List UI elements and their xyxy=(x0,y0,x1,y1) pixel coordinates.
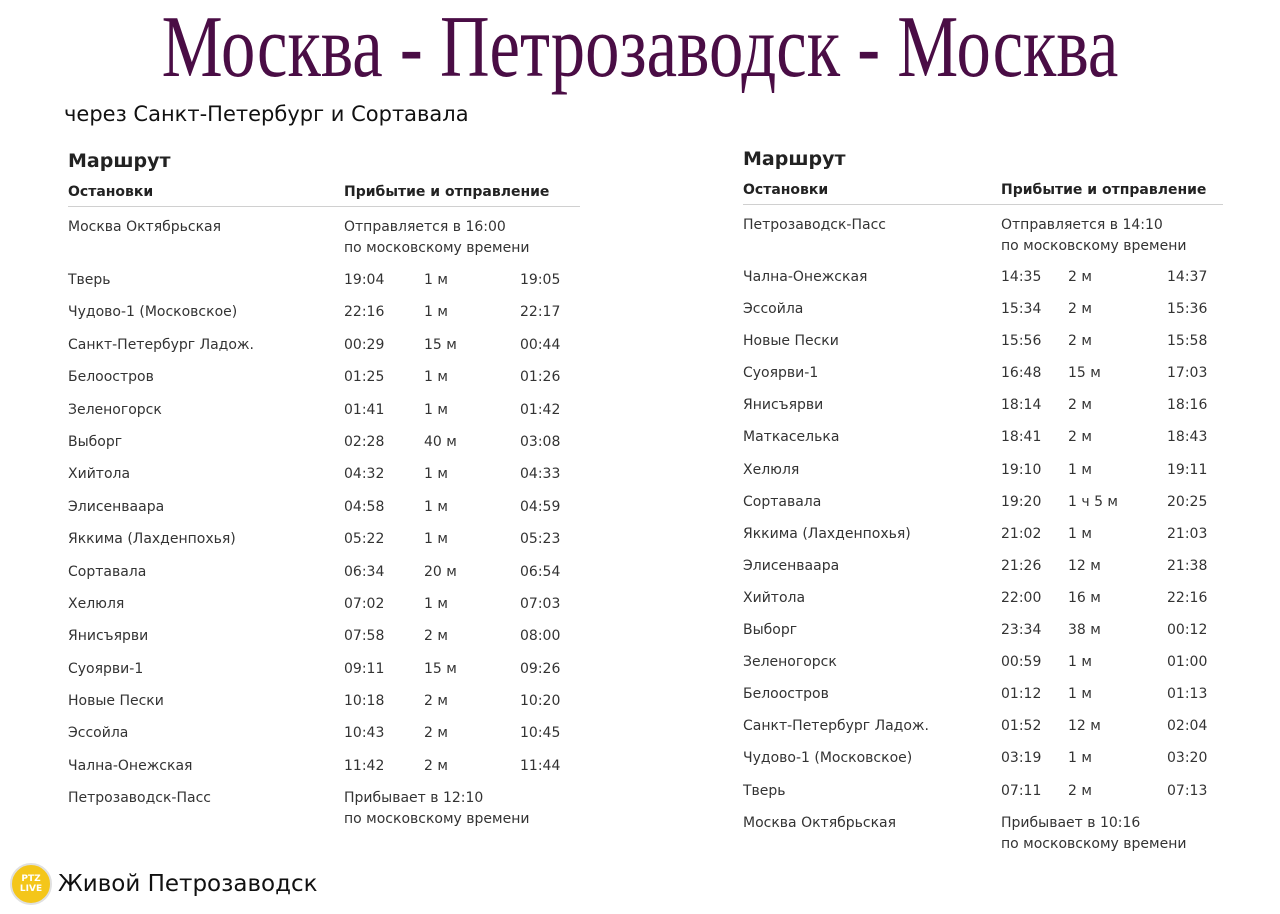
arrival-time: 22:00 xyxy=(1001,589,1042,606)
stops-list xyxy=(743,211,1223,861)
stop-name: Санкт-Петербург Ладож. xyxy=(743,718,929,735)
arrival-time: 19:20 xyxy=(1001,493,1042,510)
table-row xyxy=(743,712,1223,744)
table-row xyxy=(68,396,580,428)
table-row xyxy=(68,331,580,363)
time-note-line-2: по московскому времени xyxy=(1001,238,1187,254)
route-heading: Маршрут xyxy=(743,148,846,170)
stop-duration: 1 м xyxy=(424,401,448,418)
departure-time: 02:04 xyxy=(1167,718,1208,735)
stop-name: Тверь xyxy=(68,272,111,288)
stop-duration: 2 м xyxy=(1068,782,1092,799)
stop-name: Петрозаводск-Пасс xyxy=(743,217,886,233)
table-row xyxy=(68,655,580,687)
arrival-time: 18:41 xyxy=(1001,429,1042,446)
table-row xyxy=(743,616,1223,648)
time-note xyxy=(344,217,529,259)
arrival-time: 14:35 xyxy=(1001,269,1042,285)
col-times-header: Прибытие и отправление xyxy=(1001,182,1207,198)
stop-name: Выборг xyxy=(68,433,123,450)
arrival-time: 09:11 xyxy=(344,660,385,677)
stop-duration: 1 м xyxy=(1068,525,1092,542)
arrival-time: 19:10 xyxy=(1001,461,1042,478)
departure-time: 22:17 xyxy=(520,304,561,321)
departure-time: 18:43 xyxy=(1167,429,1208,446)
table-row xyxy=(68,687,580,719)
time-note-line-1: Прибывает в 12:10 xyxy=(344,790,484,807)
arrival-time: 02:28 xyxy=(344,433,385,450)
stop-name: Чална-Онежская xyxy=(68,757,193,774)
stop-name: Янисъярви xyxy=(68,628,149,645)
logo-line-2: LIVE xyxy=(19,884,43,894)
time-note-line-2: по московскому времени xyxy=(344,240,530,256)
arrival-time: 10:18 xyxy=(344,693,385,710)
stop-name: Белоостров xyxy=(68,369,154,386)
stop-name: Хийтола xyxy=(68,466,131,483)
stop-name: Суоярви-1 xyxy=(68,660,144,677)
footer-brand xyxy=(10,862,318,906)
stop-name: Петрозаводск-Пасс xyxy=(68,790,211,807)
arrival-time: 04:32 xyxy=(344,466,385,483)
arrival-time: 07:02 xyxy=(344,595,385,612)
departure-time: 08:00 xyxy=(520,628,561,645)
stop-duration: 2 м xyxy=(424,693,448,710)
departure-time: 10:20 xyxy=(520,693,561,710)
stop-name: Новые Пески xyxy=(68,693,164,710)
table-row xyxy=(743,552,1223,584)
arrival-time: 15:56 xyxy=(1001,333,1042,350)
arrival-row xyxy=(743,809,1223,861)
stop-name: Хийтола xyxy=(743,589,806,606)
table-row xyxy=(743,456,1223,488)
stop-duration: 1 м xyxy=(1068,654,1092,671)
stop-name: Суоярви-1 xyxy=(743,365,819,382)
departure-time: 18:16 xyxy=(1167,397,1208,414)
departure-time: 20:25 xyxy=(1167,493,1208,510)
stop-duration: 2 м xyxy=(424,757,448,774)
arrival-time: 22:16 xyxy=(344,304,385,321)
table-header xyxy=(68,184,580,207)
departure-row xyxy=(743,211,1223,263)
stop-name: Хелюля xyxy=(743,461,800,478)
stop-duration: 1 м xyxy=(424,369,448,386)
time-note-line-1: Отправляется в 14:10 xyxy=(1001,217,1163,233)
stop-duration: 15 м xyxy=(424,336,457,353)
stop-duration: 1 м xyxy=(424,466,448,483)
stop-duration: 1 м xyxy=(424,498,448,515)
stop-name: Москва Октябрьская xyxy=(68,219,222,235)
arrival-time: 01:25 xyxy=(344,369,385,386)
table-row xyxy=(743,584,1223,616)
table-row xyxy=(743,263,1223,295)
table-row xyxy=(68,752,580,784)
time-note xyxy=(344,788,529,830)
departure-time: 07:13 xyxy=(1167,782,1208,799)
table-header xyxy=(743,182,1223,205)
departure-time: 15:58 xyxy=(1167,333,1208,350)
arrival-time: 03:19 xyxy=(1001,750,1042,767)
page-subtitle: через Санкт-Петербург и Сортавала xyxy=(64,102,469,126)
table-row xyxy=(743,391,1223,423)
col-stops-header: Остановки xyxy=(68,184,154,200)
table-row xyxy=(743,680,1223,712)
departure-time: 03:08 xyxy=(520,433,561,450)
stop-duration: 2 м xyxy=(1068,397,1092,414)
departure-time: 21:38 xyxy=(1167,557,1208,574)
table-row xyxy=(743,359,1223,391)
stop-name: Чудово-1 (Московское) xyxy=(743,750,913,767)
stops-list xyxy=(68,213,580,837)
table-row xyxy=(68,428,580,460)
table-row xyxy=(68,363,580,395)
stop-duration: 1 м xyxy=(424,272,448,288)
table-row xyxy=(743,648,1223,680)
stop-name: Хелюля xyxy=(68,595,125,612)
stop-duration: 12 м xyxy=(1068,718,1101,735)
departure-time: 00:12 xyxy=(1167,622,1208,639)
table-row xyxy=(743,777,1223,809)
departure-time: 19:05 xyxy=(520,272,561,288)
stop-duration: 15 м xyxy=(424,660,457,677)
departure-time: 04:33 xyxy=(520,466,561,483)
departure-time: 05:23 xyxy=(520,531,561,548)
stop-name: Зеленогорск xyxy=(743,654,837,671)
table-row xyxy=(743,744,1223,776)
table-row xyxy=(68,558,580,590)
stop-duration: 20 м xyxy=(424,563,457,580)
departure-time: 11:44 xyxy=(520,757,561,774)
stop-duration: 1 м xyxy=(1068,750,1092,767)
table-row xyxy=(68,719,580,751)
time-note-line-1: Отправляется в 16:00 xyxy=(344,219,506,235)
stop-duration: 2 м xyxy=(424,628,448,645)
stop-duration: 2 м xyxy=(1068,333,1092,350)
departure-time: 19:11 xyxy=(1167,461,1208,478)
stop-name: Янисъярви xyxy=(743,397,824,414)
departure-time: 01:00 xyxy=(1167,654,1208,671)
arrival-row xyxy=(68,784,580,837)
stop-duration: 1 ч 5 м xyxy=(1068,493,1118,510)
stop-name: Новые Пески xyxy=(743,333,839,350)
page-title: Москва - Петрозаводск - Москва xyxy=(161,0,1119,96)
time-note xyxy=(1001,813,1186,855)
table-row xyxy=(68,493,580,525)
departure-time: 00:44 xyxy=(520,336,561,353)
departure-time: 03:20 xyxy=(1167,750,1208,767)
departure-time: 17:03 xyxy=(1167,365,1208,382)
table-row xyxy=(68,460,580,492)
time-note xyxy=(1001,215,1186,257)
departure-time: 01:13 xyxy=(1167,686,1208,703)
table-row xyxy=(68,266,580,298)
departure-time: 01:26 xyxy=(520,369,561,386)
route-heading: Маршрут xyxy=(68,150,171,172)
stop-name: Элисенваара xyxy=(68,498,165,515)
stop-duration: 2 м xyxy=(1068,269,1092,285)
stop-name: Выборг xyxy=(743,622,798,639)
stop-duration: 1 м xyxy=(1068,686,1092,703)
stop-name: Эссойла xyxy=(68,725,129,742)
stop-duration: 38 м xyxy=(1068,622,1101,639)
arrival-time: 21:02 xyxy=(1001,525,1042,542)
departure-time: 15:36 xyxy=(1167,301,1208,318)
arrival-time: 06:34 xyxy=(344,563,385,580)
table-row xyxy=(68,525,580,557)
time-note-line-2: по московскому времени xyxy=(344,811,530,828)
arrival-time: 16:48 xyxy=(1001,365,1042,382)
departure-time: 04:59 xyxy=(520,498,561,515)
stop-duration: 12 м xyxy=(1068,557,1101,574)
arrival-time: 10:43 xyxy=(344,725,385,742)
departure-time: 01:42 xyxy=(520,401,561,418)
col-stops-header: Остановки xyxy=(743,182,829,198)
arrival-time: 23:34 xyxy=(1001,622,1042,639)
departure-time: 10:45 xyxy=(520,725,561,742)
arrival-time: 19:04 xyxy=(344,272,385,288)
departure-time: 21:03 xyxy=(1167,525,1208,542)
stop-duration: 1 м xyxy=(1068,461,1092,478)
stop-name: Яккима (Лахденпохья) xyxy=(68,531,236,548)
arrival-time: 07:11 xyxy=(1001,782,1042,799)
stop-name: Сортавала xyxy=(743,493,822,510)
col-times-header: Прибытие и отправление xyxy=(344,184,550,200)
stop-name: Чудово-1 (Московское) xyxy=(68,304,238,321)
arrival-time: 01:41 xyxy=(344,401,385,418)
stop-name: Сортавала xyxy=(68,563,147,580)
stop-duration: 1 м xyxy=(424,304,448,321)
stop-name: Эссойла xyxy=(743,301,804,318)
stop-name: Зеленогорск xyxy=(68,401,162,418)
arrival-time: 01:12 xyxy=(1001,686,1042,703)
arrival-time: 01:52 xyxy=(1001,718,1042,735)
stop-duration: 2 м xyxy=(1068,301,1092,318)
stop-name: Чална-Онежская xyxy=(743,269,868,285)
time-note-line-1: Прибывает в 10:16 xyxy=(1001,814,1141,831)
stop-duration: 2 м xyxy=(424,725,448,742)
stop-duration: 1 м xyxy=(424,531,448,548)
table-row xyxy=(743,423,1223,455)
stop-name: Элисенваара xyxy=(743,557,840,574)
departure-time: 09:26 xyxy=(520,660,561,677)
route-petrozavodsk-moscow xyxy=(743,148,1223,861)
stop-name: Маткаселька xyxy=(743,429,840,446)
table-row xyxy=(68,590,580,622)
table-row xyxy=(743,520,1223,552)
table-row xyxy=(743,295,1223,327)
departure-time: 06:54 xyxy=(520,563,561,580)
time-note-line-2: по московскому времени xyxy=(1001,835,1187,852)
arrival-time: 15:34 xyxy=(1001,301,1042,318)
table-row xyxy=(68,622,580,654)
arrival-time: 00:29 xyxy=(344,336,385,353)
stop-name: Яккима (Лахденпохья) xyxy=(743,525,911,542)
arrival-time: 04:58 xyxy=(344,498,385,515)
arrival-time: 21:26 xyxy=(1001,557,1042,574)
stop-duration: 2 м xyxy=(1068,429,1092,446)
stop-name: Москва Октябрьская xyxy=(743,814,897,831)
departure-row xyxy=(68,213,580,266)
departure-time: 22:16 xyxy=(1167,589,1208,606)
departure-time: 14:37 xyxy=(1167,269,1208,285)
table-row xyxy=(743,488,1223,520)
table-row xyxy=(743,327,1223,359)
arrival-time: 18:14 xyxy=(1001,397,1042,414)
logo-line-1: PTZ xyxy=(21,874,41,884)
route-moscow-petrozavodsk xyxy=(68,150,580,837)
departure-time: 07:03 xyxy=(520,595,561,612)
stop-name: Санкт-Петербург Ладож. xyxy=(68,336,254,353)
stop-name: Белоостров xyxy=(743,686,829,703)
stop-duration: 1 м xyxy=(424,595,448,612)
stop-duration: 16 м xyxy=(1068,589,1101,606)
stop-name: Тверь xyxy=(743,782,786,799)
footer-text: Живой Петрозаводск xyxy=(58,871,318,897)
table-row xyxy=(68,298,580,330)
arrival-time: 00:59 xyxy=(1001,654,1042,671)
stop-duration: 40 м xyxy=(424,433,457,450)
arrival-time: 07:58 xyxy=(344,628,385,645)
arrival-time: 11:42 xyxy=(344,757,385,774)
ptz-live-logo-icon xyxy=(10,863,52,905)
arrival-time: 05:22 xyxy=(344,531,385,548)
stop-duration: 15 м xyxy=(1068,365,1101,382)
